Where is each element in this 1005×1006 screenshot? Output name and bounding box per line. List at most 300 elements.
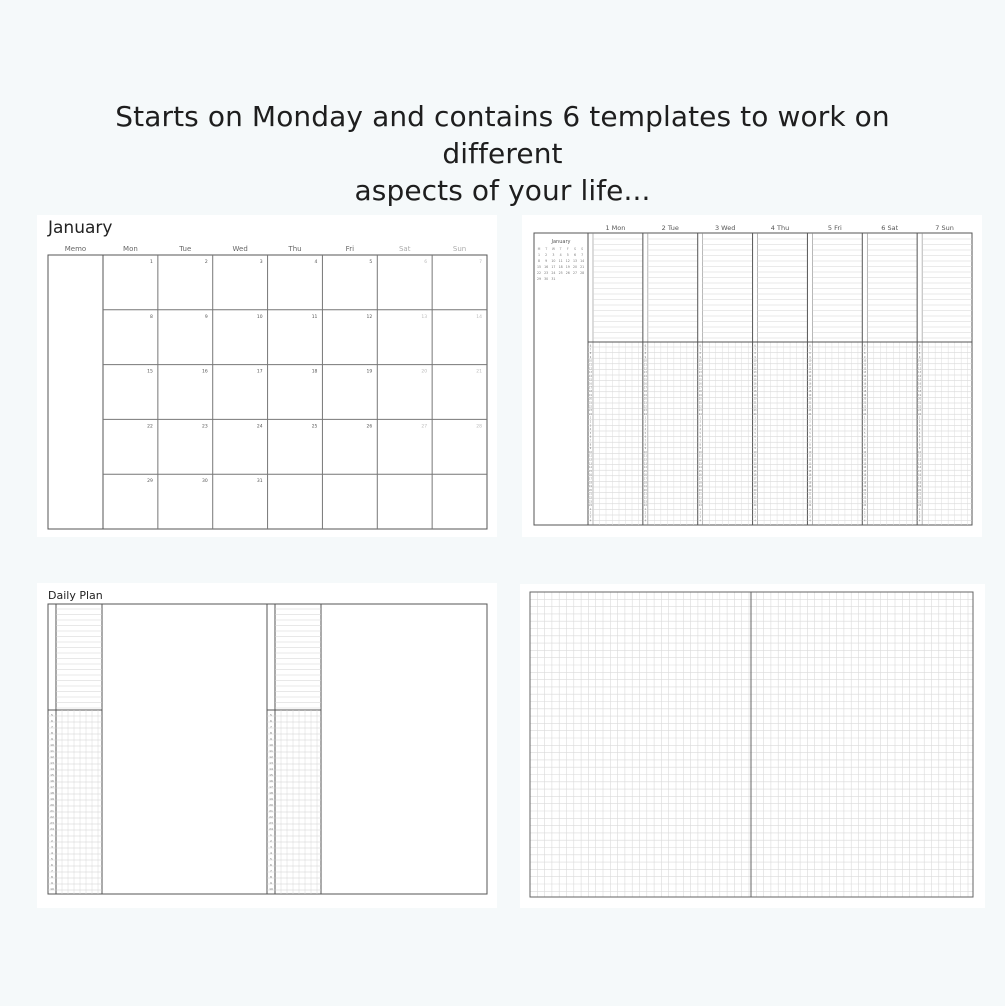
daily-hour-label: 8 [51, 875, 53, 879]
hour-label: 19 [589, 485, 592, 489]
hour-label: 4 [754, 519, 756, 523]
hour-label: 12 [698, 458, 702, 462]
column-header-memo: Memo [64, 245, 87, 253]
daily-hour-label: 18 [50, 791, 54, 795]
hour-label: 22 [698, 496, 702, 500]
hour-label: 16 [863, 473, 867, 477]
hour-label: 10 [753, 359, 757, 363]
hour-label: 12 [918, 367, 922, 371]
day-number: 17 [256, 369, 263, 375]
hour-label: 18 [863, 481, 867, 485]
hour-label: 13 [863, 371, 867, 375]
hour-label: 24 [918, 504, 922, 508]
hour-label: 17 [643, 386, 647, 390]
day-number: 13 [421, 314, 428, 320]
daily-hour-label: 7 [270, 869, 272, 873]
hour-label: 22 [753, 496, 757, 500]
day-number: 11 [311, 314, 318, 320]
hour-label: 2 [864, 420, 866, 424]
hour-label: 1 [864, 416, 866, 420]
hour-label: 20 [918, 397, 922, 401]
hour-label: 15 [753, 378, 757, 382]
hour-label: 21 [808, 401, 812, 405]
column-header-fri: Fri [345, 245, 355, 253]
hour-label: 11 [643, 454, 647, 458]
mini-day: 28 [580, 271, 585, 275]
hour-label: 15 [589, 378, 592, 382]
hour-label: 8 [754, 443, 756, 447]
hour-label: 14 [753, 374, 757, 378]
daily-hour-label: 2 [270, 839, 272, 843]
hour-label: 23 [863, 409, 867, 413]
hour-label: 14 [698, 466, 702, 470]
hour-label: 7 [864, 348, 866, 352]
hour-label: 13 [643, 371, 647, 375]
hour-label: 9 [754, 355, 756, 359]
hour-label: 15 [808, 378, 812, 382]
hour-label: 7 [589, 348, 592, 352]
daily-hour-label: 10 [50, 743, 54, 747]
hour-label: 2 [699, 420, 701, 424]
hour-label: 11 [589, 454, 592, 458]
hour-label: 8 [918, 443, 921, 447]
hour-label: 16 [753, 382, 757, 386]
daily-hour-label: 16 [50, 779, 54, 783]
mini-weekday: M [537, 247, 541, 251]
hour-label: 16 [863, 382, 867, 386]
daily-hour-label: 7 [51, 725, 53, 729]
hour-label: 2 [754, 420, 756, 424]
hour-label: 23 [643, 409, 647, 413]
hour-label: 2 [699, 511, 701, 515]
monthly-grid [37, 215, 497, 537]
column-header-sat: Sat [398, 245, 411, 253]
column-header-tue: Tue [179, 245, 192, 253]
hour-label: 7 [644, 439, 647, 443]
hour-label: 4 [644, 428, 647, 432]
hour-label: 21 [863, 401, 867, 405]
hour-label: 16 [698, 473, 702, 477]
hour-label: 16 [698, 382, 702, 386]
day-number: 6 [424, 260, 428, 265]
hour-label: 15 [643, 469, 647, 473]
daily-hour-label: 10 [50, 887, 54, 891]
hour-label: 21 [753, 401, 757, 405]
hour-label: 4 [809, 519, 811, 523]
mini-day: 1 [537, 253, 541, 257]
hour-label: 6 [589, 344, 592, 348]
hour-label: 13 [698, 462, 702, 466]
hour-label: 23 [643, 500, 647, 504]
mini-day: 27 [572, 271, 578, 275]
hour-label: 17 [643, 477, 647, 481]
hour-label: 13 [808, 462, 812, 466]
daily-hour-label: 21 [269, 809, 273, 813]
mini-day: 12 [565, 259, 570, 263]
day-number: 25 [311, 424, 318, 430]
hour-label: 5 [589, 431, 592, 435]
mini-day: 7 [581, 253, 584, 257]
mini-day: 22 [536, 271, 542, 275]
hour-label: 2 [918, 511, 921, 515]
mini-day: 21 [580, 265, 585, 269]
mini-day: 11 [558, 259, 563, 263]
mini-day: 5 [566, 253, 569, 257]
daily-hour-label: 4 [270, 851, 272, 855]
hour-label: 1 [809, 507, 811, 511]
hour-label: 2 [589, 420, 592, 424]
weekday-header: 3 Wed [714, 224, 736, 232]
hour-label: 8 [809, 443, 811, 447]
hour-label: 17 [698, 386, 702, 390]
daily-hour-label: 1 [51, 833, 53, 837]
hour-label: 4 [809, 428, 811, 432]
column-header-thu: Thu [288, 245, 302, 253]
hour-label: 13 [753, 371, 757, 375]
hour-label: 17 [808, 477, 812, 481]
day-number: 27 [421, 424, 428, 430]
hour-label: 11 [918, 454, 922, 458]
hour-label: 21 [753, 492, 757, 496]
hour-label: 11 [863, 454, 867, 458]
hour-label: 15 [918, 469, 922, 473]
hour-label: 12 [698, 367, 702, 371]
hour-label: 23 [753, 409, 757, 413]
mini-day: 16 [544, 265, 549, 269]
hour-label: 4 [699, 428, 701, 432]
daily-hour-label: 7 [270, 725, 272, 729]
mini-day: 26 [565, 271, 570, 275]
mini-day: 10 [551, 259, 556, 263]
hour-label: 10 [698, 359, 702, 363]
hour-label: 4 [918, 519, 921, 523]
hour-label: 9 [864, 355, 866, 359]
hour-label: 4 [754, 428, 756, 432]
hour-label: 6 [918, 435, 921, 439]
daily-hour-label: 16 [269, 779, 273, 783]
hour-label: 24 [589, 504, 592, 508]
hour-label: 2 [644, 511, 647, 515]
hour-label: 13 [863, 462, 867, 466]
daily-hour-label: 6 [270, 863, 272, 867]
month-title: January [48, 218, 113, 238]
weekday-header: 1 Mon [605, 224, 626, 232]
hour-label: 9 [644, 447, 647, 451]
grid-notes-template-preview [520, 584, 985, 908]
mini-weekday: T [559, 247, 562, 251]
hour-label: 13 [918, 462, 922, 466]
day-number: 22 [147, 424, 153, 430]
weekly-template-preview [522, 215, 982, 537]
hour-label: 9 [589, 447, 592, 451]
grid-notes-grid [520, 584, 985, 908]
hour-label: 15 [698, 469, 702, 473]
hour-label: 10 [589, 359, 592, 363]
hour-label: 4 [589, 428, 592, 432]
day-number: 30 [201, 479, 208, 485]
hour-label: 17 [753, 386, 757, 390]
hour-label: 14 [808, 466, 812, 470]
daily-hour-label: 15 [50, 773, 54, 777]
hour-label: 15 [698, 378, 702, 382]
weekday-header: 5 Fri [827, 224, 842, 232]
hour-label: 22 [918, 405, 922, 409]
column-header-wed: Wed [232, 245, 248, 253]
hour-label: 23 [589, 409, 592, 413]
hour-label: 6 [864, 435, 866, 439]
hour-label: 16 [589, 473, 592, 477]
hour-label: 12 [589, 367, 592, 371]
hour-label: 2 [754, 511, 756, 515]
hour-label: 20 [753, 397, 757, 401]
hour-label: 3 [809, 515, 811, 519]
hour-label: 12 [753, 458, 757, 462]
day-number: 21 [476, 369, 482, 375]
hour-label: 10 [808, 450, 812, 454]
daily-hour-label: 24 [50, 827, 54, 831]
hour-label: 20 [863, 397, 867, 401]
daily-hour-label: 18 [269, 791, 273, 795]
mini-weekday: W [551, 247, 555, 251]
hour-label: 11 [753, 454, 757, 458]
hour-label: 5 [918, 431, 921, 435]
hour-label: 15 [643, 378, 647, 382]
hour-label: 19 [698, 393, 702, 397]
hour-label: 19 [863, 485, 867, 489]
headline [60, 98, 945, 209]
hour-label: 12 [863, 458, 867, 462]
daily-hour-label: 21 [50, 809, 54, 813]
hour-label: 10 [589, 450, 592, 454]
daily-hour-label: 13 [269, 761, 273, 765]
hour-label: 9 [699, 355, 701, 359]
hour-label: 16 [808, 382, 812, 386]
hour-label: 21 [918, 492, 922, 496]
hour-label: 21 [808, 492, 812, 496]
hour-label: 21 [918, 401, 922, 405]
hour-label: 10 [643, 450, 647, 454]
hour-label: 7 [809, 439, 811, 443]
hour-label: 24 [643, 504, 647, 508]
hour-label: 18 [918, 390, 922, 394]
hour-label: 14 [643, 374, 647, 378]
day-number: 29 [147, 479, 153, 485]
hour-label: 20 [589, 397, 592, 401]
daily-hour-label: 9 [51, 737, 53, 741]
mini-day: 8 [537, 259, 541, 263]
hour-label: 20 [918, 488, 922, 492]
daily-hour-label: 20 [50, 803, 54, 807]
mini-day: 19 [565, 265, 570, 269]
hour-label: 24 [643, 412, 647, 416]
hour-label: 6 [864, 344, 866, 348]
mini-day: 9 [545, 259, 548, 263]
hour-label: 1 [918, 507, 921, 511]
daily-hour-label: 8 [270, 875, 272, 879]
hour-label: 18 [643, 390, 647, 394]
hour-label: 16 [753, 473, 757, 477]
hour-label: 18 [589, 390, 592, 394]
mini-day: 29 [536, 277, 542, 281]
hour-label: 17 [698, 477, 702, 481]
day-number: 9 [204, 314, 208, 320]
hour-label: 1 [754, 507, 756, 511]
hour-label: 1 [918, 416, 921, 420]
hour-label: 21 [589, 401, 592, 405]
hour-label: 24 [863, 412, 867, 416]
hour-label: 23 [808, 409, 812, 413]
hour-label: 3 [644, 424, 647, 428]
hour-label: 1 [699, 416, 701, 420]
hour-label: 18 [863, 390, 867, 394]
hour-label: 19 [753, 393, 757, 397]
hour-label: 5 [644, 431, 647, 435]
daily-hour-label: 14 [269, 767, 273, 771]
hour-label: 8 [864, 443, 866, 447]
hour-label: 12 [918, 458, 922, 462]
hour-label: 18 [698, 481, 702, 485]
day-number: 2 [204, 260, 208, 265]
hour-label: 21 [643, 401, 647, 405]
hour-label: 1 [864, 507, 866, 511]
hour-label: 13 [753, 462, 757, 466]
hour-label: 17 [918, 477, 922, 481]
hour-label: 14 [918, 466, 922, 470]
headline-line-2: aspects of your life... [354, 174, 651, 207]
hour-label: 22 [808, 405, 812, 409]
hour-label: 20 [808, 488, 812, 492]
weekly-grid [522, 215, 982, 537]
hour-label: 22 [643, 496, 647, 500]
hour-label: 21 [863, 492, 867, 496]
hour-label: 15 [753, 469, 757, 473]
hour-label: 22 [698, 405, 702, 409]
hour-label: 17 [589, 477, 592, 481]
hour-label: 18 [808, 390, 812, 394]
hour-label: 23 [918, 409, 922, 413]
hour-label: 2 [809, 511, 811, 515]
hour-label: 24 [753, 412, 757, 416]
daily-hour-label: 8 [51, 731, 53, 735]
daily-hour-label: 12 [269, 755, 273, 759]
daily-hour-label: 6 [51, 863, 53, 867]
daily-hour-label: 14 [50, 767, 54, 771]
hour-label: 23 [698, 409, 702, 413]
hour-label: 22 [918, 496, 922, 500]
hour-label: 3 [644, 515, 647, 519]
hour-label: 19 [589, 393, 592, 397]
hour-label: 19 [918, 485, 922, 489]
hour-label: 7 [918, 348, 921, 352]
daily-hour-label: 6 [51, 719, 53, 723]
hour-label: 9 [644, 355, 647, 359]
day-number: 4 [314, 260, 318, 265]
hour-label: 21 [698, 401, 702, 405]
hour-label: 23 [753, 500, 757, 504]
day-number: 7 [479, 260, 482, 265]
hour-label: 14 [753, 466, 757, 470]
hour-label: 21 [589, 492, 592, 496]
daily-hour-label: 6 [270, 719, 272, 723]
hour-label: 6 [699, 344, 701, 348]
hour-label: 6 [644, 344, 647, 348]
hour-label: 20 [808, 397, 812, 401]
hour-label: 20 [643, 488, 647, 492]
mini-day: 31 [551, 277, 556, 281]
hour-label: 18 [643, 481, 647, 485]
hour-label: 22 [589, 496, 592, 500]
hour-label: 9 [589, 355, 592, 359]
hour-label: 3 [864, 424, 866, 428]
mini-day: 24 [551, 271, 556, 275]
hour-label: 6 [754, 344, 756, 348]
daily-hour-label: 3 [51, 845, 53, 849]
mini-day: 6 [573, 253, 577, 257]
hour-label: 12 [808, 458, 812, 462]
hour-label: 24 [808, 412, 812, 416]
hour-label: 8 [589, 443, 592, 447]
day-number: 1 [149, 260, 153, 265]
hour-label: 14 [863, 374, 867, 378]
hour-label: 3 [589, 515, 592, 519]
daily-grid [37, 583, 497, 908]
hour-label: 22 [863, 405, 867, 409]
hour-label: 7 [699, 348, 701, 352]
hour-label: 23 [918, 500, 922, 504]
hour-label: 11 [808, 454, 812, 458]
hour-label: 19 [863, 393, 867, 397]
hour-label: 6 [754, 435, 756, 439]
hour-label: 3 [699, 424, 701, 428]
daily-hour-label: 19 [269, 797, 273, 801]
hour-label: 3 [809, 424, 811, 428]
hour-label: 2 [918, 420, 921, 424]
mini-weekday: T [545, 247, 548, 251]
hour-label: 10 [863, 450, 867, 454]
daily-hour-label: 22 [50, 815, 54, 819]
daily-hour-label: 4 [51, 851, 53, 855]
hour-label: 14 [863, 466, 867, 470]
hour-label: 6 [809, 435, 811, 439]
hour-label: 16 [918, 473, 922, 477]
hour-label: 3 [754, 515, 756, 519]
daily-hour-label: 17 [269, 785, 273, 789]
hour-label: 8 [699, 443, 701, 447]
hour-label: 13 [698, 371, 702, 375]
daily-hour-label: 11 [50, 749, 54, 753]
hour-label: 15 [808, 469, 812, 473]
hour-label: 4 [864, 428, 866, 432]
hour-label: 8 [809, 352, 811, 356]
column-header-sun: Sun [452, 245, 467, 253]
hour-label: 24 [698, 412, 702, 416]
hour-label: 19 [918, 393, 922, 397]
hour-label: 4 [589, 519, 592, 523]
hour-label: 1 [589, 507, 592, 511]
hour-label: 13 [589, 462, 592, 466]
hour-label: 2 [644, 420, 647, 424]
hour-label: 24 [698, 504, 702, 508]
weekday-header: 6 Sat [881, 224, 899, 232]
daily-hour-label: 23 [269, 821, 273, 825]
hour-label: 17 [753, 477, 757, 481]
hour-label: 19 [808, 485, 812, 489]
hour-label: 18 [918, 481, 922, 485]
hour-label: 18 [808, 481, 812, 485]
weekday-header: 2 Tue [661, 224, 679, 232]
hour-label: 21 [698, 492, 702, 496]
hour-label: 5 [809, 431, 811, 435]
